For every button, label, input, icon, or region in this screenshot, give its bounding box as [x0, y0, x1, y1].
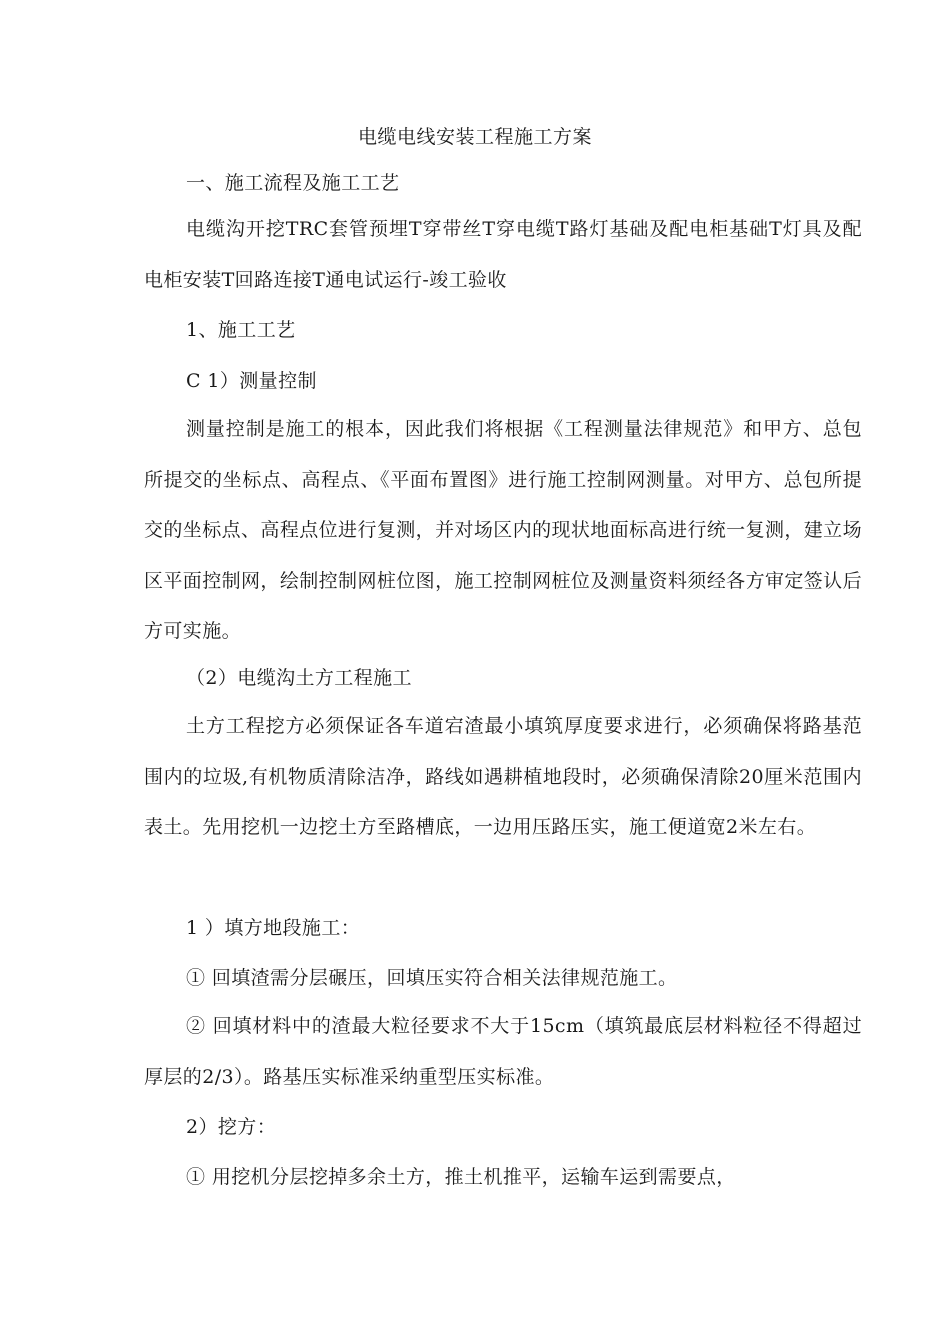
item-heading-trench: （2）电缆沟土方工程施工 [186, 667, 412, 689]
cut-item-1: ① 用挖机分层挖掉多余土方，推土机推平，运输车运到需要点， [186, 1166, 736, 1188]
section-heading-1: 一、施工流程及施工工艺 [186, 172, 400, 194]
subsection-heading-craft: 1、施工工艺 [186, 319, 296, 341]
fill-section-heading: 1 ）填方地段施工： [186, 917, 361, 939]
process-flow-paragraph: 电缆沟开挖TRC套管预埋T穿带丝T穿电缆T路灯基础及配电柜基础T灯具及配电柜安装T回路连接T通电试运行-竣工验收 [144, 218, 862, 291]
trench-paragraph: 土方工程挖方必须保证各车道宕渣最小填筑厚度要求进行，必须确保将路基范围内的垃圾,有机物质清除洁净，路线如遇耕植地段时，必须确保清除20厘米范围内表土。先用挖机一边挖土方至路槽底，一边用压路压实，施工便道宽2米左右。 [144, 715, 862, 838]
survey-paragraph: 测量控制是施工的根本，因此我们将根据《工程测量法律规范》和甲方、总包所提交的坐标点、高程点、《平面布置图》进行施工控制网测量。对甲方、总包所提交的坐标点、高程点位进行复测，并对场区内的现状地面标高进行统一复测，建立场区平面控制网，绘制控制网桩位图，施工控制网桩位及测量资料须经各方审定签认后方可实施。 [144, 418, 862, 642]
fill-item-2: ② 回填材料中的渣最大粒径要求不大于15cm（填筑最底层材料粒径不得超过厚层的2/3）。路基压实标准采纳重型压实标准。 [144, 1015, 862, 1088]
document-title: 电缆电线安装工程施工方案 [357, 126, 592, 148]
item-heading-survey: C 1）测量控制 [186, 370, 317, 392]
cut-section-heading: 2）挖方： [186, 1116, 277, 1138]
fill-item-1: ① 回填渣需分层碾压，回填压实符合相关法律规范施工。 [186, 967, 678, 989]
